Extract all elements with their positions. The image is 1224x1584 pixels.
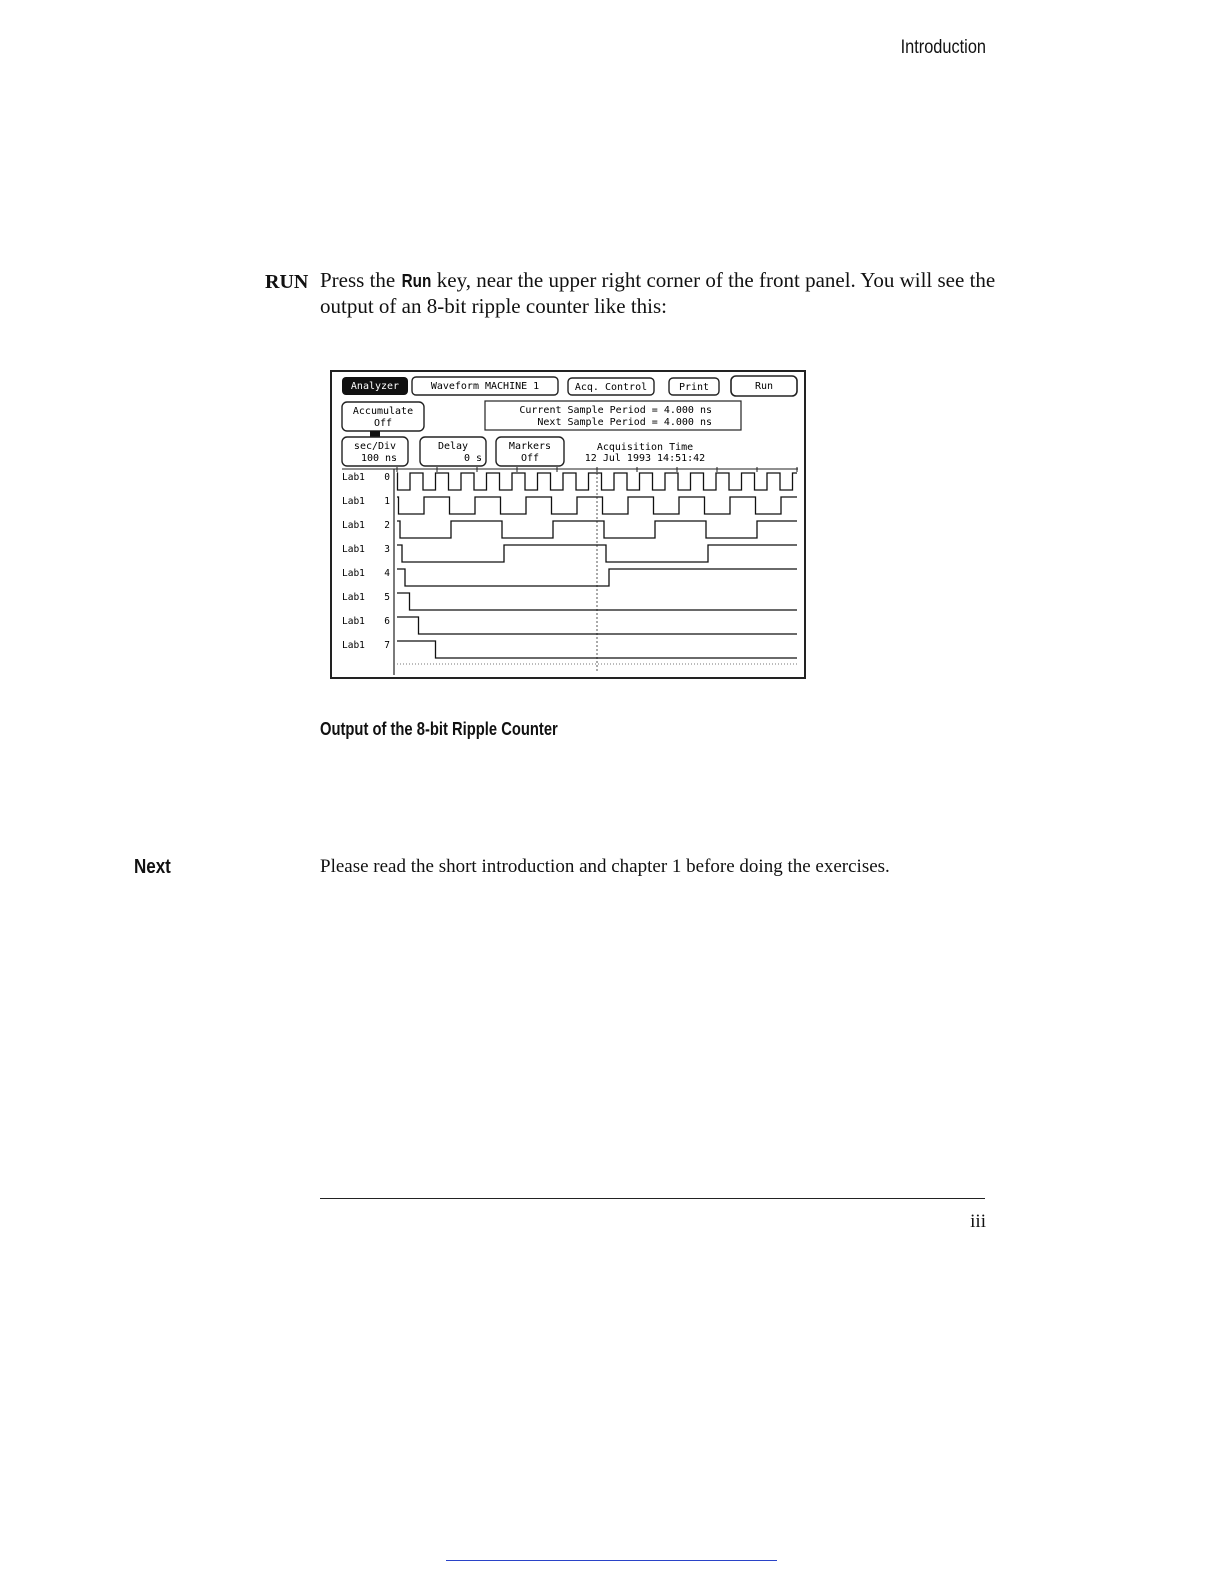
- footer-rule: [320, 1198, 985, 1199]
- sec-div-value: 100 ns: [360, 453, 398, 464]
- run-button-label: Run: [754, 381, 774, 392]
- channel-labels: [342, 472, 390, 651]
- channel-bit: 6: [384, 616, 390, 627]
- channel-label: Lab1: [342, 544, 365, 555]
- print-button-label: Print: [678, 382, 710, 393]
- step-text-after: key, near the upper right corner of the front panel. You will see the output of an 8-bit ripple counter like this:: [320, 268, 996, 318]
- analyzer-tab-label: Analyzer: [350, 381, 400, 392]
- logic-analyzer-screenshot: [330, 370, 806, 679]
- acquisition-time-label: Acquisition Time: [596, 442, 694, 453]
- accumulate-label: Accumulate: [352, 406, 414, 417]
- current-sample-period: Current Sample Period = 4.000 ns: [519, 405, 712, 416]
- step-text-before: Press the: [320, 268, 401, 292]
- page-number: iii: [970, 1211, 986, 1232]
- selector-handle: [370, 431, 380, 437]
- waveform-tab-label: Waveform MACHINE 1: [430, 381, 540, 392]
- channel-label: Lab1: [342, 640, 365, 651]
- delay-value: 0 s: [463, 453, 482, 464]
- channel-bit: 0: [384, 472, 390, 483]
- run-key-name: Run: [401, 271, 431, 291]
- analyzer-display: [332, 372, 804, 677]
- link-underline: [446, 1560, 777, 1561]
- channel-bit: 1: [384, 496, 390, 507]
- channel-bit: 2: [384, 520, 390, 531]
- channel-bit: 3: [384, 544, 390, 555]
- step-instruction: [320, 268, 1000, 319]
- channel-bit: 7: [384, 640, 390, 651]
- channel-bit: 5: [384, 592, 390, 603]
- accumulate-value: Off: [373, 418, 393, 429]
- markers-label: Markers: [508, 441, 552, 452]
- figure-caption: Output of the 8-bit Ripple Counter: [320, 719, 558, 739]
- running-header: Introduction: [900, 37, 986, 58]
- delay-label: Delay: [437, 441, 469, 452]
- acquisition-time-value: 12 Jul 1993 14:51:42: [584, 453, 706, 464]
- channel-label: Lab1: [342, 520, 365, 531]
- next-sample-period: Next Sample Period = 4.000 ns: [537, 417, 712, 428]
- channel-label: Lab1: [342, 568, 365, 579]
- channel-bit: 4: [384, 568, 390, 579]
- markers-value: Off: [520, 453, 540, 464]
- channel-label: Lab1: [342, 496, 365, 507]
- next-label: Next: [134, 856, 171, 878]
- sec-div-label: sec/Div: [353, 441, 397, 452]
- channel-label: Lab1: [342, 592, 365, 603]
- next-text: Please read the short introduction and chapter 1 before doing the exercises.: [320, 856, 890, 877]
- channel-label: Lab1: [342, 472, 365, 483]
- acq-control-label: Acq. Control: [574, 382, 648, 393]
- step-label: RUN: [265, 271, 309, 293]
- channel-label: Lab1: [342, 616, 365, 627]
